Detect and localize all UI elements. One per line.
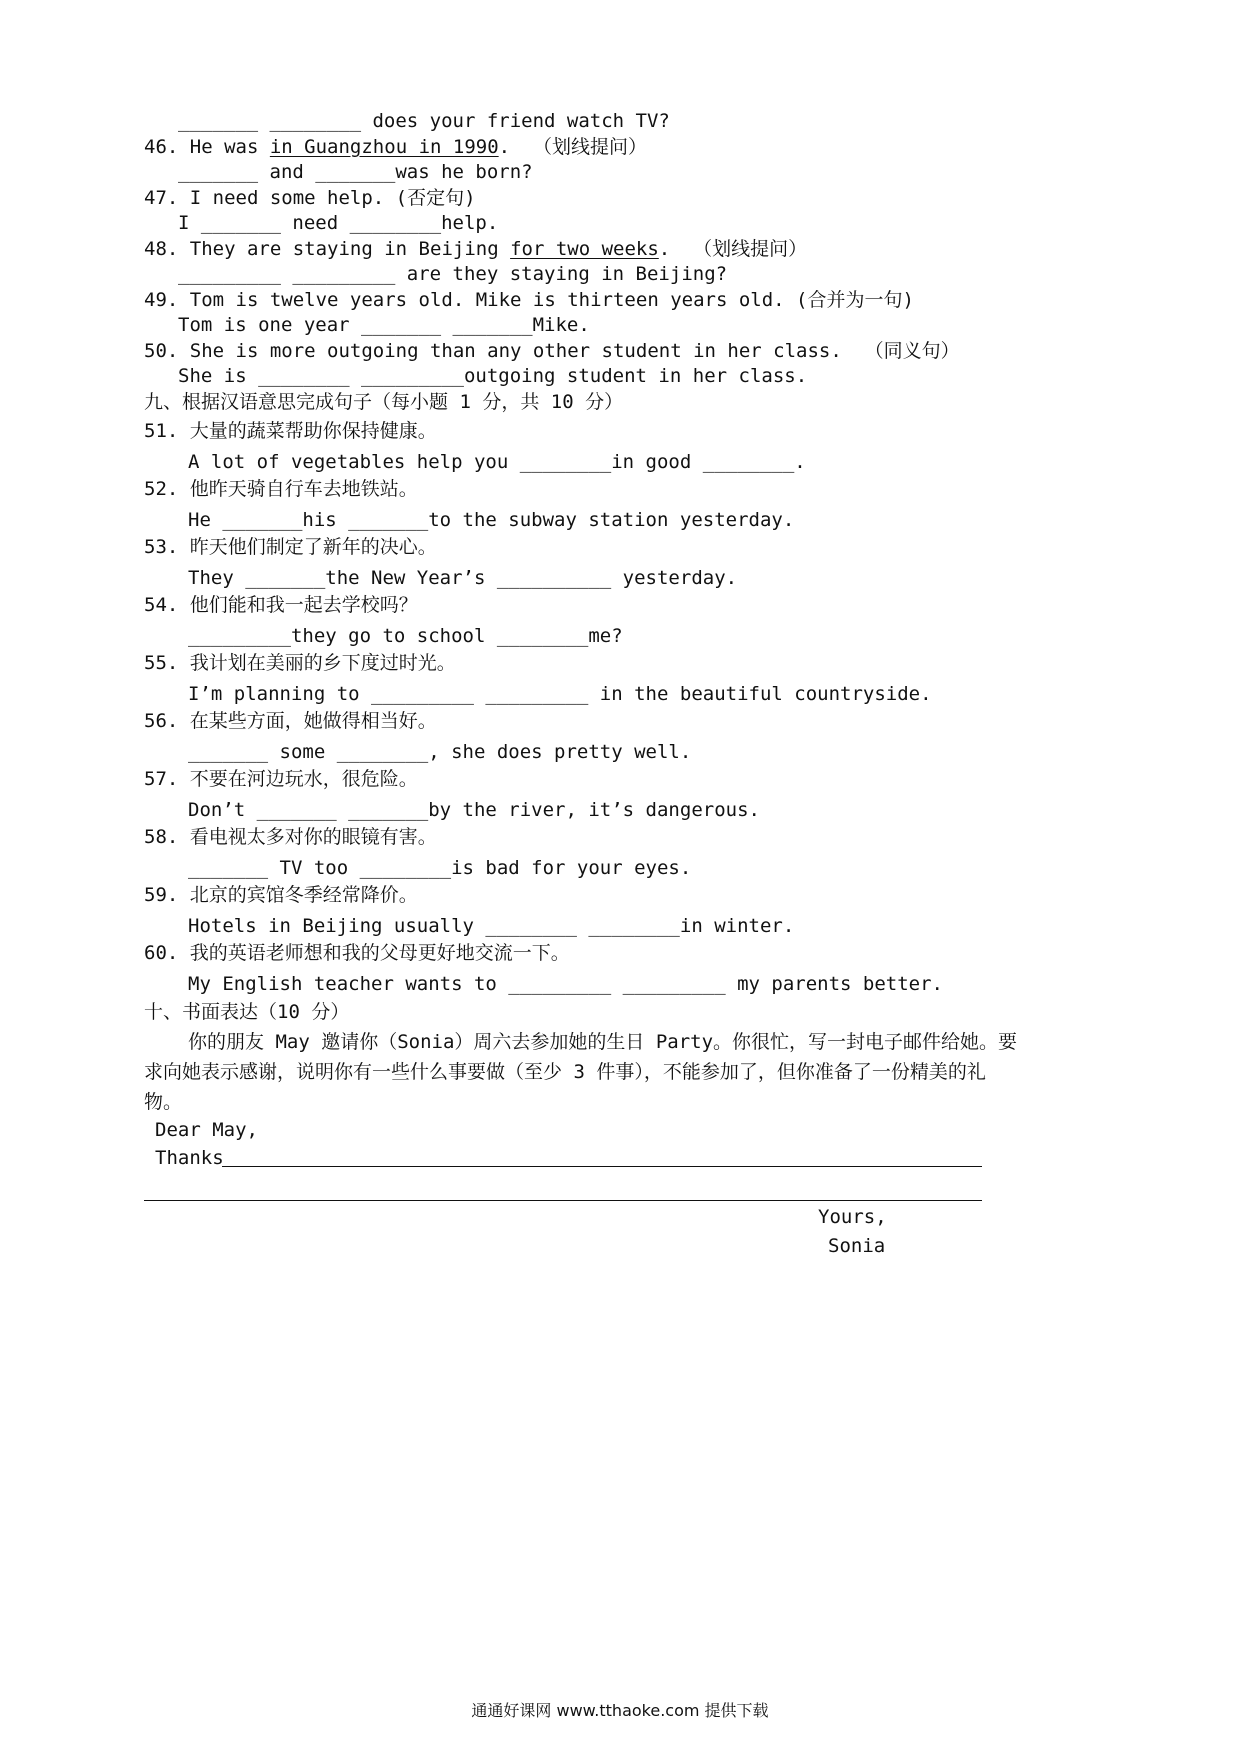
- list-item: [144, 419, 437, 443]
- item-number: 59.: [144, 884, 179, 906]
- q48-question: [144, 237, 807, 261]
- item-chinese: 大量的蔬菜帮助你保持健康。: [189, 420, 437, 442]
- q50-question: 50. She is more outgoing than any other student in her class. （同义句）: [144, 340, 960, 362]
- q46-text: He was: [189, 136, 270, 158]
- q46-number: 46.: [144, 136, 179, 158]
- q46-question: [144, 135, 647, 159]
- item-number: 56.: [144, 710, 179, 732]
- q46-instruction: . （划线提问）: [498, 136, 647, 158]
- part10-heading: 十、书面表达（10 分）: [144, 1001, 350, 1023]
- page-footer: 通通好课网 www.tthaoke.com 提供下载: [471, 1701, 769, 1720]
- q47-answer-line: I _______ need ________help.: [178, 212, 499, 234]
- q48-text: They are staying in Beijing: [189, 238, 511, 260]
- q49-question: 49. Tom is twelve years old. Mike is thirteen years old. (合并为一句): [144, 289, 914, 311]
- item-number: 52.: [144, 478, 179, 500]
- list-item: [144, 767, 418, 791]
- item-english: Don’t _______ _______by the river, it’s dangerous.: [188, 799, 760, 821]
- item-number: 55.: [144, 652, 179, 674]
- item-number: 57.: [144, 768, 179, 790]
- q48-number: 48.: [144, 238, 179, 260]
- q47-question: 47. I need some help. (否定句): [144, 187, 476, 209]
- list-item: [144, 593, 418, 617]
- q46-underlined: in Guangzhou in 1990: [269, 136, 499, 158]
- item-number: 51.: [144, 420, 179, 442]
- writing-line-2: [144, 1200, 982, 1201]
- writing-line-1: [222, 1166, 982, 1167]
- q49-answer-line: Tom is one year _______ _______Mike.: [178, 314, 590, 336]
- q48-underlined: for two weeks: [510, 238, 659, 260]
- part9-heading: 九、根据汉语意思完成句子（每小题 1 分，共 10 分）: [144, 391, 624, 413]
- writing-prompt-line-3: 物。: [144, 1091, 183, 1113]
- writing-prompt-line-2: 求向她表示感谢，说明你有一些什么事要做（至少 3 件事），不能参加了，但你准备了一份精美的礼: [144, 1061, 986, 1083]
- item-number: 60.: [144, 942, 179, 964]
- letter-signature: Sonia: [828, 1235, 886, 1257]
- letter-thanks: Thanks: [155, 1147, 224, 1169]
- item-chinese: 不要在河边玩水，很危险。: [189, 768, 418, 790]
- item-chinese: 北京的宾馆冬季经常降价。: [189, 884, 418, 906]
- q50-answer-line: She is ________ _________outgoing student in her class.: [178, 365, 808, 387]
- item-chinese: 昨天他们制定了新年的决心。: [189, 536, 437, 558]
- letter-closing: Yours,: [818, 1206, 887, 1228]
- item-chinese: 我的英语老师想和我的父母更好地交流一下。: [189, 942, 570, 964]
- item-number: 58.: [144, 826, 179, 848]
- item-english: _______ some ________, she does pretty well.: [188, 741, 692, 763]
- list-item: [144, 651, 456, 675]
- item-chinese: 我计划在美丽的乡下度过时光。: [189, 652, 456, 674]
- item-chinese: 他昨天骑自行车去地铁站。: [189, 478, 418, 500]
- item-chinese: 在某些方面，她做得相当好。: [189, 710, 437, 732]
- item-english: _______ TV too ________is bad for your eyes.: [188, 857, 692, 879]
- item-english: Hotels in Beijing usually ________ ________in winter.: [188, 915, 795, 937]
- list-item: [144, 477, 418, 501]
- writing-prompt-line-1: 你的朋友 May 邀请你（Sonia）周六去参加她的生日 Party。你很忙，写一封电子邮件给她。要: [188, 1031, 1018, 1053]
- item-english: I’m planning to _________ _________ in the beautiful countryside.: [188, 683, 932, 705]
- item-english: A lot of vegetables help you ________in good ________.: [188, 451, 806, 473]
- letter-greeting: Dear May,: [155, 1119, 258, 1141]
- item-english: He _______his _______to the subway station yesterday.: [188, 509, 795, 531]
- item-number: 54.: [144, 594, 179, 616]
- item-english: They _______the New Year’s __________ yesterday.: [188, 567, 738, 589]
- q45-answer-line: _______ ________ does your friend watch TV?: [178, 110, 670, 132]
- item-chinese: 他们能和我一起去学校吗？: [189, 594, 418, 616]
- item-chinese: 看电视太多对你的眼镜有害。: [189, 826, 437, 848]
- list-item: [144, 825, 437, 849]
- item-english: _________they go to school ________me?: [188, 625, 623, 647]
- q48-answer-line: _________ _________ are they staying in Beijing?: [178, 263, 728, 285]
- item-number: 53.: [144, 536, 179, 558]
- q48-instruction: . （划线提问）: [658, 238, 808, 260]
- list-item: [144, 941, 570, 965]
- list-item: [144, 709, 437, 733]
- list-item: [144, 883, 418, 907]
- list-item: [144, 535, 437, 559]
- q46-answer-line: _______ and _______was he born?: [178, 161, 533, 183]
- item-english: My English teacher wants to _________ _________ my parents better.: [188, 973, 943, 995]
